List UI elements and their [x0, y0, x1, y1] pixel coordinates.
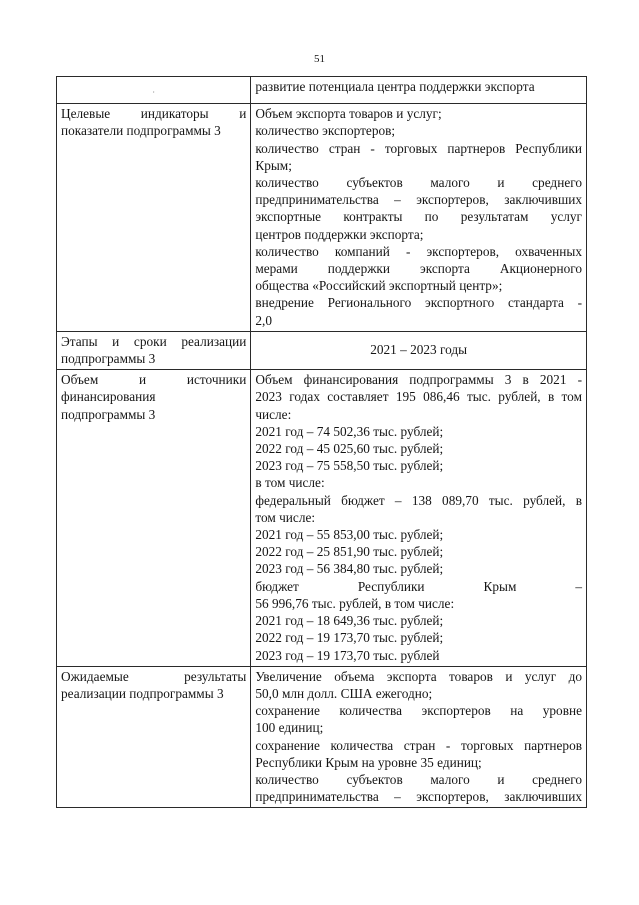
- text-line: 2023 год – 75 558,50 тыс. рублей;: [255, 458, 444, 474]
- stray-mark: ·: [152, 88, 155, 97]
- row-value-cell: [251, 331, 587, 369]
- text-line: том числе:: [255, 509, 316, 525]
- text-line: Увеличение объема экспорта товаров и услуг до: [255, 668, 582, 684]
- text-line: реализации подпрограммы 3: [61, 685, 224, 701]
- text-line: количество стран - торговых партнеров Республики: [255, 140, 582, 156]
- text-line: Республики Крым на уровне 35 единиц;: [255, 754, 482, 770]
- text-line: Этапы и сроки реализации: [61, 333, 247, 349]
- text-line: мерами поддержки экспорта Акционерного: [255, 261, 582, 277]
- text-line: Ожидаемые результаты: [61, 668, 247, 684]
- text-line: количество субъектов малого и среднего: [255, 771, 582, 787]
- text-line: предпринимательства – экспортеров, заключивших: [255, 192, 582, 208]
- row-label-cell: [57, 104, 251, 332]
- text-line: развитие потенциала центра поддержки экспорта: [255, 79, 535, 94]
- text-line: показатели подпрограммы 3: [61, 123, 221, 139]
- row-label-cell: [57, 666, 251, 808]
- text-line: Объем экспорта товаров и услуг;: [255, 106, 442, 122]
- implementation-period: 2021 – 2023 годы: [370, 341, 468, 357]
- text-line: 2022 год – 19 173,70 тыс. рублей;: [255, 630, 444, 646]
- text-line: количество субъектов малого и среднего: [255, 175, 582, 191]
- table-row: [57, 331, 587, 369]
- text-line: 2023 год – 56 384,80 тыс. рублей;: [255, 561, 444, 577]
- table-row: [57, 370, 587, 666]
- text-line: центров поддержки экспорта;: [255, 226, 424, 242]
- text-line: 2022 год – 25 851,90 тыс. рублей;: [255, 544, 444, 560]
- text-line: подпрограммы 3: [61, 406, 156, 422]
- row-value-cell: [251, 370, 587, 666]
- text-line: 56 996,76 тыс. рублей, в том числе:: [255, 595, 455, 611]
- text-line: количество компаний - экспортеров, охваченных: [255, 243, 582, 259]
- text-line: 2023 год – 19 173,70 тыс. рублей: [255, 647, 440, 663]
- text-line: предпринимательства – экспортеров, заключивших: [255, 789, 582, 805]
- text-line: 100 единиц;: [255, 720, 324, 736]
- text-line: 2021 год – 18 649,36 тыс. рублей;: [255, 613, 444, 629]
- text-line: финансирования: [61, 389, 156, 405]
- text-line: бюджет Республики Крым –: [255, 578, 582, 594]
- row-label-cell: [57, 331, 251, 369]
- row-value-cell: [251, 666, 587, 808]
- row-label-cell: [57, 77, 251, 104]
- text-line: федеральный бюджет – 138 089,70 тыс. рублей, в: [255, 492, 582, 508]
- text-line: 2022 год – 45 025,60 тыс. рублей;: [255, 441, 444, 457]
- table-row: [57, 77, 587, 104]
- text-line: в том числе:: [255, 475, 325, 491]
- text-line: 2021 год – 55 853,00 тыс. рублей;: [255, 527, 444, 543]
- text-line: числе:: [255, 406, 292, 422]
- text-line: 50,0 млн долл. США ежегодно;: [255, 685, 433, 701]
- text-line: Крым;: [255, 157, 292, 173]
- table-row: [57, 104, 587, 332]
- text-line: Объем и источники: [61, 372, 247, 388]
- row-value-cell: [251, 104, 587, 332]
- row-label-cell: [57, 370, 251, 666]
- subprogram-passport-table: [56, 76, 587, 808]
- text-line: сохранение количества стран - торговых партнеров: [255, 737, 582, 753]
- text-line: сохранение количества экспортеров на уровне: [255, 703, 582, 719]
- text-line: Целевые индикаторы и: [61, 106, 247, 122]
- text-line: 2021 год – 74 502,36 тыс. рублей;: [255, 423, 444, 439]
- text-line: 2023 годах составляет 195 086,46 тыс. рублей, в том: [255, 389, 582, 405]
- table-row: [57, 666, 587, 808]
- text-line: количество экспортеров;: [255, 123, 396, 139]
- text-line: 2,0: [255, 312, 272, 328]
- text-line: внедрение Регионального экспортного стандарта -: [255, 295, 582, 311]
- text-line: подпрограммы 3: [61, 351, 156, 367]
- row-value-cell: [251, 77, 587, 104]
- text-line: общества «Российский экспортный центр»;: [255, 278, 503, 294]
- text-line: Объем финансирования подпрограммы 3 в 2021 -: [255, 372, 582, 388]
- text-line: экспортные контракты по результатам услуг: [255, 209, 582, 225]
- page-number: 51: [314, 53, 325, 65]
